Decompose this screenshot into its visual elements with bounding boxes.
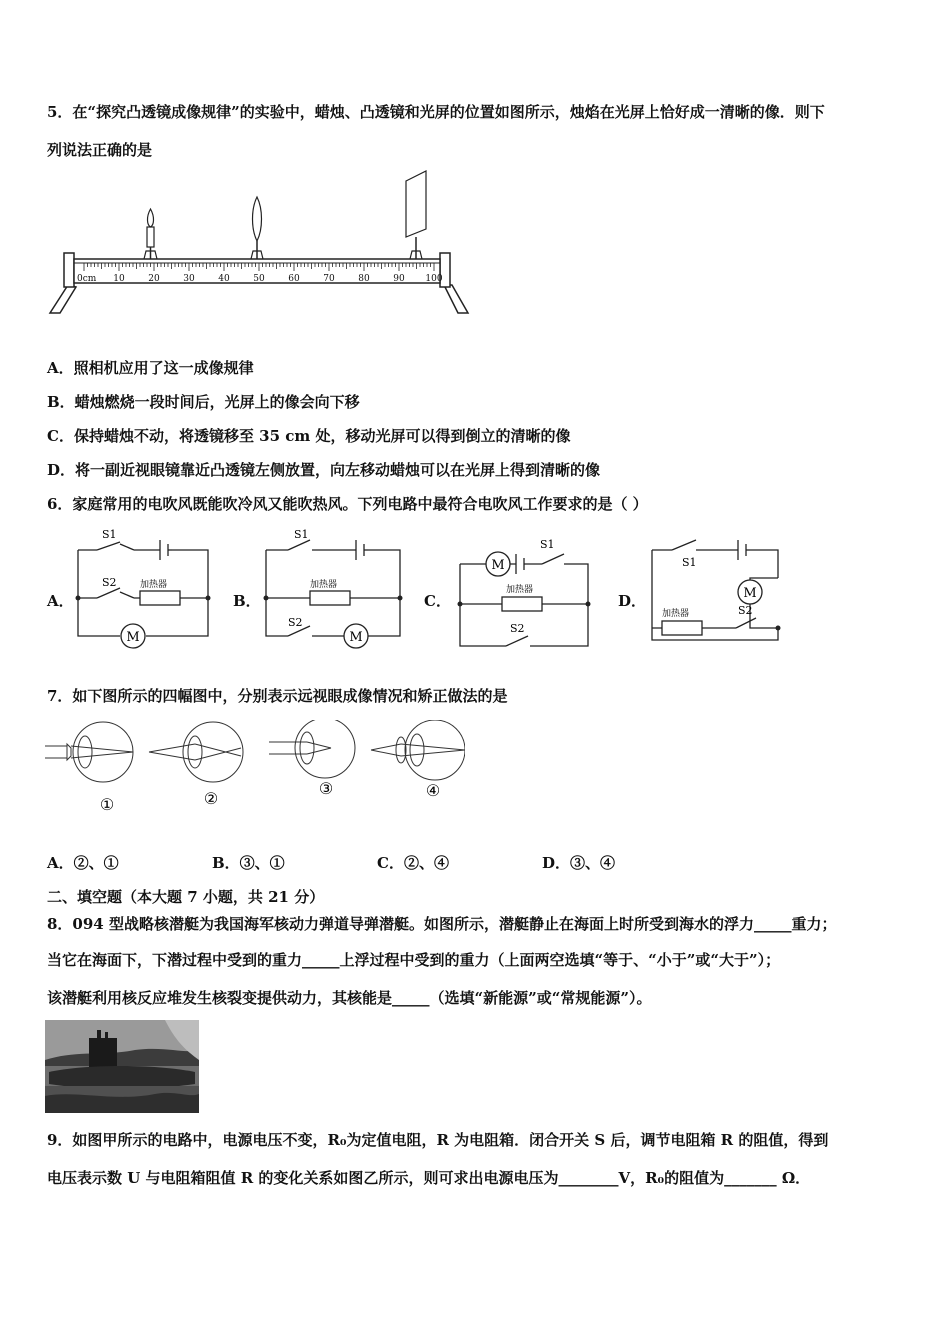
ruler-tick-label: 70: [323, 274, 335, 284]
q7-option-b: B．③、①: [212, 854, 285, 872]
optical-bench-figure: [40, 165, 480, 320]
q7-option-d: D．③、④: [542, 854, 616, 872]
motor-label: M: [743, 586, 757, 601]
q6-label-a: A．: [47, 592, 74, 610]
q5-stem-line2: 列说法正确的是: [47, 141, 153, 159]
motor-label: M: [349, 630, 363, 645]
q5-option-b: B．蜡烛燃烧一段时间后，光屏上的像会向下移: [47, 393, 360, 411]
q6-stem: 6．家庭常用的电吹风既能吹冷风又能吹热风。下列电路中最符合电吹风工作要求的是（ ）: [47, 495, 648, 513]
ruler-tick-label: 20: [148, 274, 160, 284]
ruler-tick-label: 60: [288, 274, 300, 284]
heater-label: 加热器: [140, 580, 168, 590]
q7-option-a: A．②、①: [47, 854, 119, 872]
q6-label-d: D．: [618, 592, 647, 610]
s1-label: S1: [540, 538, 555, 551]
motor-label: M: [126, 630, 140, 645]
q9-line1: 9．如图甲所示的电路中，电源电压不变，R₀为定值电阻，R 为电阻箱．闭合开关 S 后，调节电阻箱 R 的阻值，得到: [47, 1131, 829, 1149]
q8-line1: 8．094 型战略核潜艇为我国海军核动力弹道导弹潜艇。如图所示，潜艇静止在海面上时所受到海水的浮力_____重力；: [47, 915, 837, 933]
circuit-d: [646, 528, 791, 658]
heater-label: 加热器: [506, 585, 534, 595]
section-title: 二、填空题（本大题 7 小题，共 21 分）: [47, 888, 325, 906]
ruler-tick-label: 80: [358, 274, 370, 284]
heater-label: 加热器: [310, 580, 338, 590]
bench-right-leg: [444, 285, 468, 313]
s2-label: S2: [288, 616, 303, 629]
convex-lens: [251, 197, 263, 259]
fig-label-4: ④: [425, 781, 441, 800]
q5-stem-line1: 5．在“探究凸透镜成像规律”的实验中，蜡烛、凸透镜和光屏的位置如图所示，烛焰在光屏上恰好成一清晰的像．则下: [47, 103, 825, 121]
s1-label: S1: [102, 528, 117, 541]
heater-label: 加热器: [662, 609, 690, 619]
q5-option-a: A．照相机应用了这一成像规律: [47, 359, 254, 377]
ruler-tick-label: 100: [425, 274, 443, 284]
q6-label-b: B．: [233, 592, 261, 610]
ruler-tick-label: 50: [253, 274, 265, 284]
fig-label-1: ①: [99, 795, 115, 814]
q5-option-d: D．将一副近视眼镜靠近凸透镜左侧放置，向左移动蜡烛可以在光屏上得到清晰的像: [47, 461, 601, 479]
fig-label-2: ②: [203, 789, 219, 808]
q8-line3: 该潜艇利用核反应堆发生核裂变提供动力，其核能是_____（选填“新能源”或“常规能源”）。: [47, 989, 652, 1007]
q6-label-c: C．: [424, 592, 451, 610]
eye-diagrams: [45, 720, 465, 820]
q8-line2: 当它在海面下，下潜过程中受到的重力_____上浮过程中受到的重力（上面两空选填“等于、“小于”或“大于”）；: [47, 951, 781, 969]
circuit-c: [452, 528, 597, 658]
q5-option-c: C．保持蜡烛不动，将透镜移至 35 cm 处，移动光屏可以得到倒立的清晰的像: [47, 427, 571, 445]
circuit-a: [72, 528, 217, 658]
q7-option-c: C．②、④: [377, 854, 449, 872]
ruler-tick-label: 90: [393, 274, 405, 284]
ruler-tick-label: 30: [183, 274, 195, 284]
ruler-tick-label: 10: [113, 274, 125, 284]
s1-label: S1: [682, 556, 697, 569]
ruler-unit-label: 0cm: [77, 274, 97, 284]
submarine-photo: [45, 1020, 199, 1113]
s2-label: S2: [738, 604, 753, 617]
candle: [144, 209, 157, 259]
light-screen: [406, 171, 426, 259]
bench-left-leg: [50, 285, 76, 313]
s2-label: S2: [510, 622, 525, 635]
fig-label-3: ③: [318, 779, 334, 798]
ruler-tick-label: 40: [218, 274, 230, 284]
q7-stem: 7．如下图所示的四幅图中，分别表示远视眼成像情况和矫正做法的是: [47, 687, 508, 705]
bench-left-end: [64, 253, 74, 287]
circuit-b: [258, 528, 408, 658]
s1-label: S1: [294, 528, 309, 541]
q9-line2: 电压表示数 U 与电阻箱阻值 R 的变化关系如图乙所示，则可求出电源电压为________V，R₀的阻值为_______ Ω．: [47, 1169, 811, 1187]
s2-label: S2: [102, 576, 117, 589]
motor-label: M: [491, 558, 505, 573]
